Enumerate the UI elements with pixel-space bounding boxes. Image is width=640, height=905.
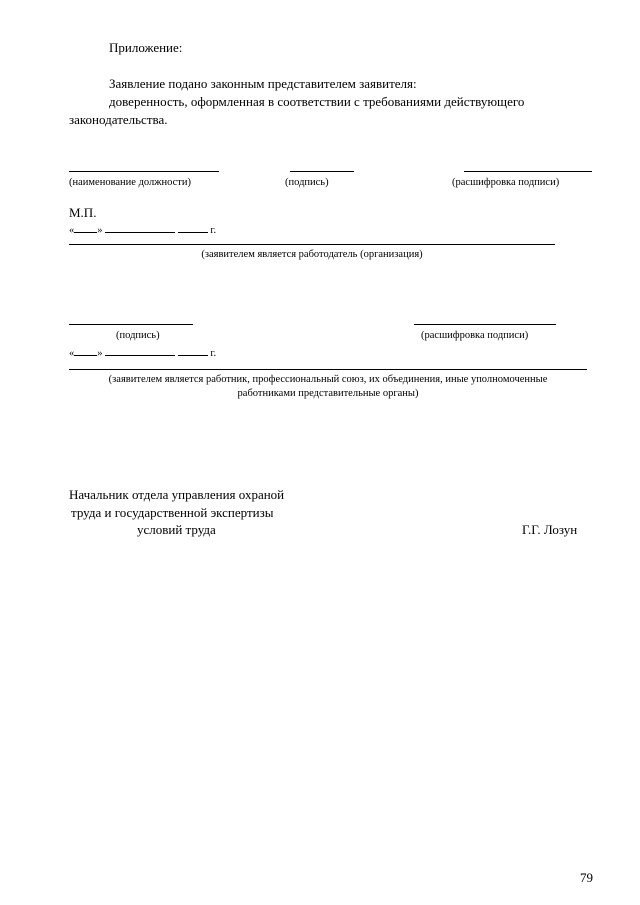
date-open-quote: « bbox=[69, 225, 75, 236]
caption-signature: (подпись) bbox=[285, 177, 329, 188]
appendix-title: Приложение: bbox=[109, 40, 183, 55]
caption-decoding: (расшифровка подписи) bbox=[452, 177, 560, 188]
position-line bbox=[69, 171, 219, 172]
month-blank bbox=[105, 221, 175, 233]
worker-line bbox=[69, 369, 587, 370]
year-suffix: г. bbox=[210, 348, 217, 359]
worker-caption-line-1: (заявителем является работник, профессиональный союз, их объединения, иные уполномоченные bbox=[108, 374, 548, 385]
appendix-line-1: Заявление подано законным представителем заявителя: bbox=[109, 76, 417, 91]
worker-caption-line-2: работниками представительные органы) bbox=[237, 388, 419, 399]
worker-signature-line bbox=[69, 324, 193, 325]
date-open-quote: « bbox=[69, 348, 75, 359]
stamp-label: М.П. bbox=[69, 205, 97, 220]
date-close-quote: » bbox=[97, 225, 103, 236]
employer-line bbox=[69, 244, 555, 245]
year-blank bbox=[178, 221, 208, 233]
worker-decoding-line bbox=[414, 324, 556, 325]
caption-position: (наименование должности) bbox=[69, 177, 192, 188]
worker-caption-decoding: (расшифровка подписи) bbox=[421, 330, 529, 341]
year-blank bbox=[178, 344, 208, 356]
worker-date bbox=[69, 344, 216, 360]
worker-caption-signature: (подпись) bbox=[116, 330, 160, 341]
month-blank bbox=[105, 344, 175, 356]
signatory-line-3: условий труда bbox=[137, 522, 216, 537]
day-blank bbox=[74, 344, 97, 356]
year-suffix: г. bbox=[210, 225, 217, 236]
employer-date bbox=[69, 221, 216, 237]
day-blank bbox=[74, 221, 97, 233]
signatory-name: Г.Г. Лозун bbox=[522, 522, 578, 537]
signatory-line-2: труда и государственной экспертизы bbox=[71, 505, 274, 520]
signatory-line-1: Начальник отдела управления охраной bbox=[69, 487, 285, 502]
page-number: 79 bbox=[580, 870, 593, 885]
signature-line bbox=[290, 171, 354, 172]
appendix-line-2: доверенность, оформленная в соответствии с требованиями действующего bbox=[109, 94, 525, 109]
appendix-line-3: законодательства. bbox=[69, 112, 168, 127]
caption-employer: (заявителем является работодатель (организация) bbox=[201, 249, 423, 260]
date-close-quote: » bbox=[97, 348, 103, 359]
decoding-line bbox=[464, 171, 592, 172]
